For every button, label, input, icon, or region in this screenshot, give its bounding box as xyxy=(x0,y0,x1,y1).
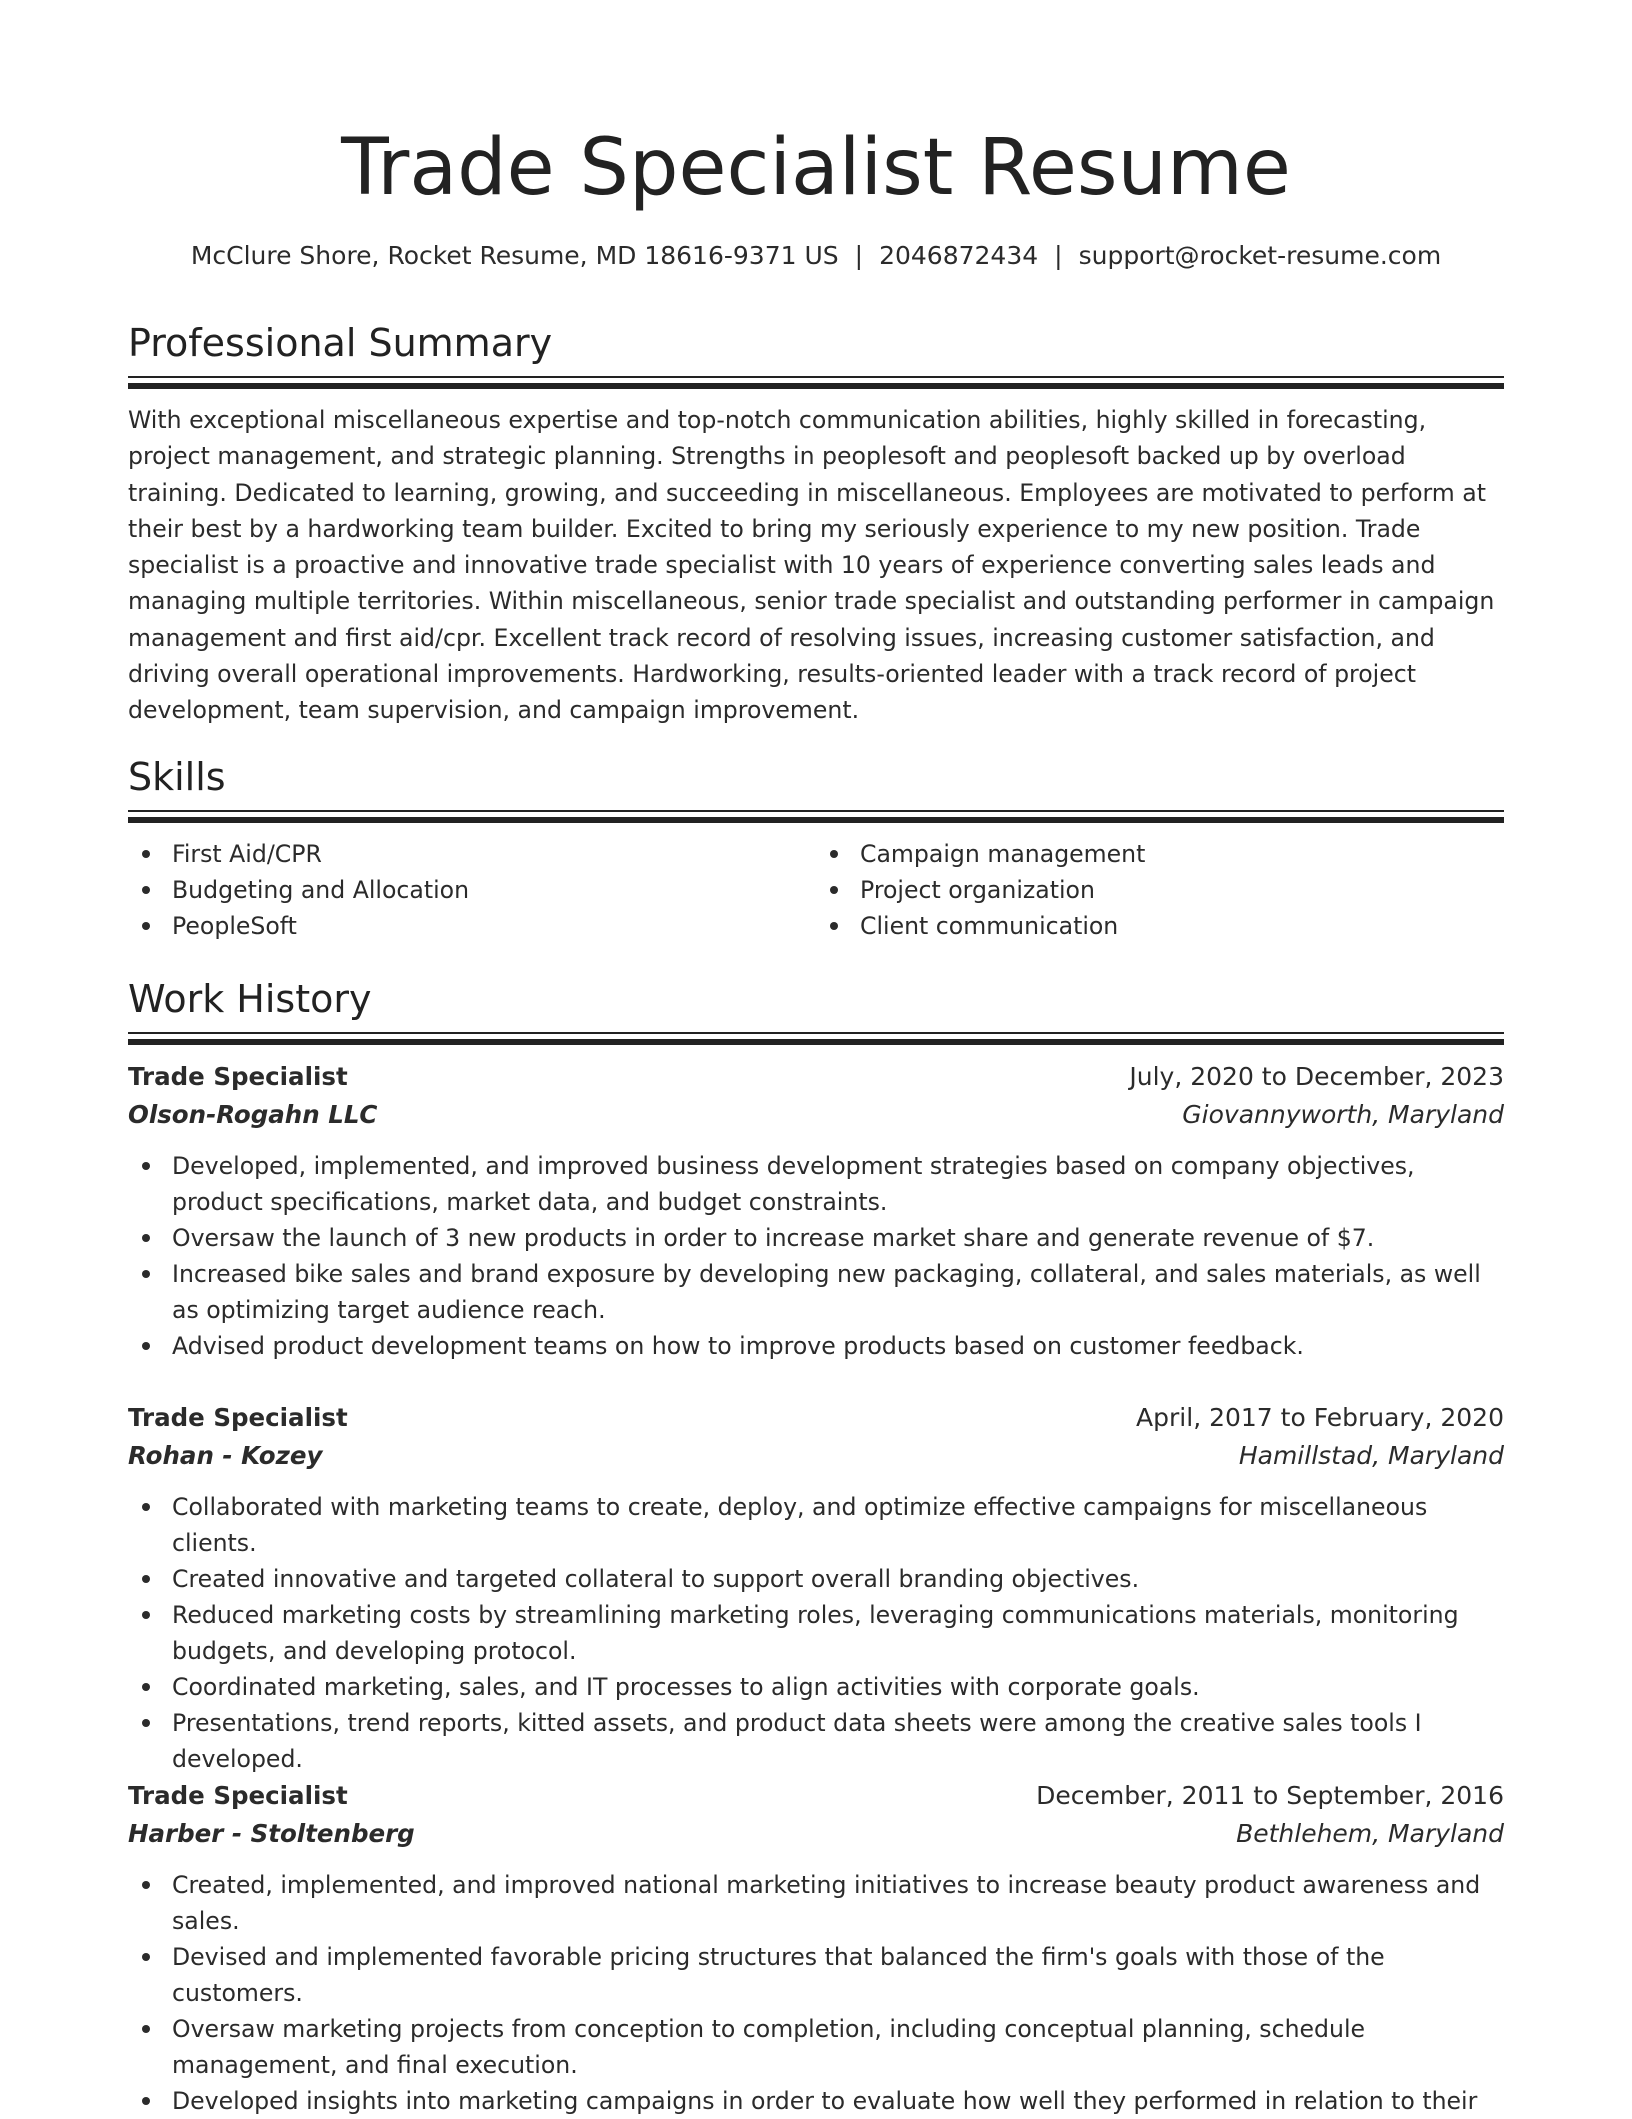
job-bullet: Oversaw marketing projects from conception to completion, including conceptual planning, schedule management, and final execution. xyxy=(128,2011,1504,2083)
section-divider xyxy=(128,1032,1504,1046)
skills-list-left xyxy=(128,836,816,944)
skill-item: Campaign management xyxy=(816,836,1504,872)
contact-separator: | xyxy=(1054,241,1063,270)
contact-line xyxy=(128,238,1504,274)
job-company: Harber - Stoltenberg xyxy=(128,1819,415,1848)
job-bullet: Collaborated with marketing teams to create, deploy, and optimize effective campaigns for miscellaneous clients. xyxy=(128,1489,1504,1561)
skills-heading: Skills xyxy=(128,755,226,799)
job-location: Bethlehem, Maryland xyxy=(1236,1819,1504,1848)
job-dates: April, 2017 to February, 2020 xyxy=(1136,1403,1504,1432)
job-bullet: Developed insights into marketing campaigns in order to evaluate how well they performed in relation to their xyxy=(128,2083,1504,2119)
job-header-row xyxy=(128,1399,1504,1437)
job-bullet: Reduced marketing costs by streamlining marketing roles, leveraging communications materials, monitoring budgets, and developing protocol. xyxy=(128,1597,1504,1669)
work-history-section xyxy=(128,974,1504,1046)
job-bullet: Created innovative and targeted collateral to support overall branding objectives. xyxy=(128,1561,1504,1597)
work-history-heading: Work History xyxy=(128,977,372,1021)
job-company-row xyxy=(128,1815,1504,1853)
skills-columns xyxy=(128,836,1504,944)
job-company-row xyxy=(128,1437,1504,1475)
job-bullet: Oversaw the launch of 3 new products in order to increase market share and generate revenue of $7. xyxy=(128,1220,1504,1256)
job-dates: December, 2011 to September, 2016 xyxy=(1036,1781,1504,1810)
summary-section xyxy=(128,318,1504,729)
job-title: Trade Specialist xyxy=(128,1781,348,1810)
resume-title: Trade Specialist Resume xyxy=(341,123,1291,213)
job-bullet: Increased bike sales and brand exposure by developing new packaging, collateral, and sales materials, as well as optimizing target audience reach. xyxy=(128,1256,1504,1328)
job-bullet: Developed, implemented, and improved business development strategies based on company objectives, product specifications, market data, and budget constraints. xyxy=(128,1148,1504,1220)
contact-email: support@rocket-resume.com xyxy=(1078,241,1442,270)
job-location: Giovannyworth, Maryland xyxy=(1182,1100,1504,1129)
job-bullet: Advised product development teams on how to improve products based on customer feedback. xyxy=(128,1328,1504,1364)
job-entry xyxy=(128,1058,1504,1364)
section-divider xyxy=(128,376,1504,390)
summary-text: With exceptional miscellaneous expertise and top-notch communication abilities, highly skilled in forecasting, project management, and strategic planning. Strengths in peoplesoft and peoplesoft backed up by overload training. Dedicated to learning, growing, and succeeding in miscellaneous. Employees are motivated to perform at their best by a hardworking team builder. Excited to bring my seriously experience to my new position. Trade specialist is a proactive and innovative trade specialist with 10 years of experience converting sales leads and managing multiple territories. Within miscellaneous, senior trade specialist and outstanding performer in campaign management and first aid/cpr. Excellent track record of resolving issues, increasing customer satisfaction, and driving overall operational improvements. Hardworking, results-oriented leader with a track record of project development, team supervision, and campaign improvement. xyxy=(128,406,1495,725)
skill-item: Project organization xyxy=(816,872,1504,908)
skills-list-right xyxy=(816,836,1504,944)
contact-separator: | xyxy=(854,241,864,270)
job-bullet: Created, implemented, and improved national marketing initiatives to increase beauty product awareness and sales. xyxy=(128,1867,1504,1939)
job-title: Trade Specialist xyxy=(128,1403,348,1432)
job-entry xyxy=(128,1777,1504,2119)
skill-item: First Aid/CPR xyxy=(128,836,816,872)
skill-item: Budgeting and Allocation xyxy=(128,872,816,908)
job-bullet: Coordinated marketing, sales, and IT processes to align activities with corporate goals. xyxy=(128,1669,1504,1705)
job-header-row xyxy=(128,1058,1504,1096)
skills-section xyxy=(128,752,1504,944)
summary-heading: Professional Summary xyxy=(128,321,553,365)
job-header-row xyxy=(128,1777,1504,1815)
job-title: Trade Specialist xyxy=(128,1062,348,1091)
skill-item: Client communication xyxy=(816,908,1504,944)
job-dates: July, 2020 to December, 2023 xyxy=(1129,1062,1504,1091)
job-company: Rohan - Kozey xyxy=(128,1441,323,1470)
job-bullets xyxy=(128,1489,1504,1777)
job-bullets xyxy=(128,1867,1504,2119)
job-company-row xyxy=(128,1096,1504,1134)
skill-item: PeopleSoft xyxy=(128,908,816,944)
section-divider xyxy=(128,810,1504,824)
contact-phone: 2046872434 xyxy=(879,241,1039,270)
job-bullet: Devised and implemented favorable pricing structures that balanced the firm's goals with those of the customers. xyxy=(128,1939,1504,2011)
job-entry xyxy=(128,1399,1504,1777)
job-location: Hamillstad, Maryland xyxy=(1238,1441,1504,1470)
job-bullets xyxy=(128,1148,1504,1364)
contact-address: McClure Shore, Rocket Resume, MD 18616-9371 US xyxy=(190,241,839,270)
job-company: Olson-Rogahn LLC xyxy=(128,1100,378,1129)
job-bullet: Presentations, trend reports, kitted assets, and product data sheets were among the creative sales tools I developed. xyxy=(128,1705,1504,1777)
